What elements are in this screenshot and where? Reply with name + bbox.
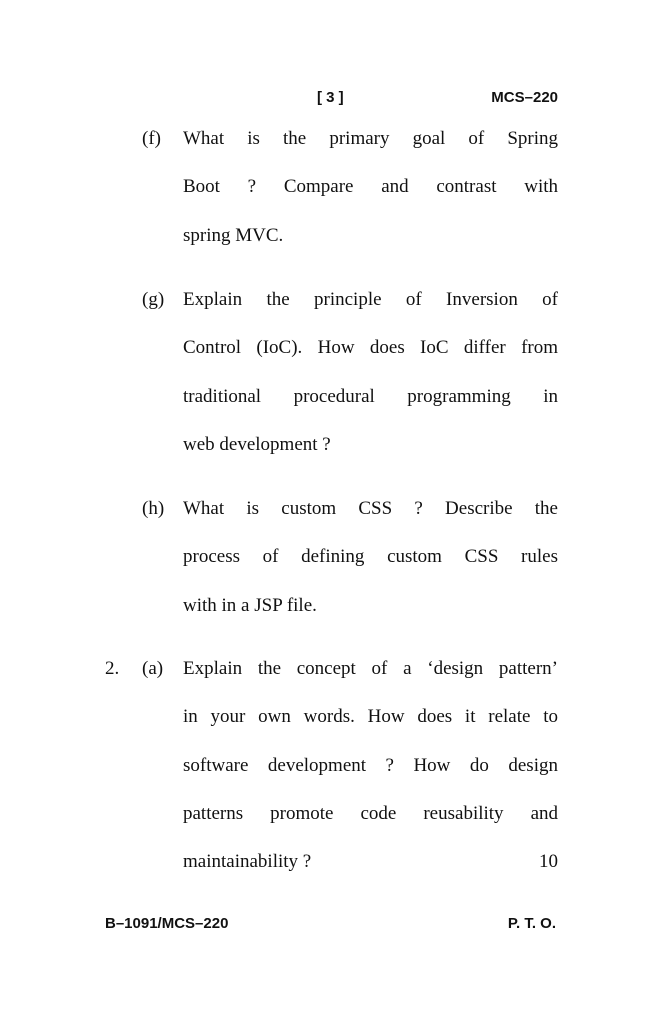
question-text: [183, 498, 558, 643]
question-line: spring MVC.: [183, 224, 284, 246]
question-line: What is custom CSS ? Describe the: [183, 498, 558, 519]
marks: 10: [539, 851, 558, 873]
question-text: [183, 658, 558, 899]
pto-label: P. T. O.: [507, 915, 556, 932]
question-line: software development ? How do design: [183, 754, 558, 776]
question-line: patterns promote code reusability and: [183, 802, 558, 824]
question-line: Explain the principle of Inversion of: [183, 289, 558, 310]
paper-code-header: MCS–220: [491, 89, 558, 106]
booklet-code-footer: B–1091/MCS–220: [105, 915, 229, 932]
question-line: Control (IoC). How does IoC differ from: [183, 337, 558, 359]
page-number: [ 3 ]: [317, 89, 344, 106]
question-label: (a): [142, 658, 164, 679]
question-line: web development ?: [183, 433, 331, 455]
question-label: (g): [142, 289, 165, 310]
question-number: 2.: [105, 658, 120, 679]
question-line: What is the primary goal of Spring: [183, 128, 558, 149]
question-text: [183, 289, 558, 482]
question-line: traditional procedural programming in: [183, 385, 558, 407]
question-label: (h): [142, 498, 165, 519]
question-text: [183, 128, 558, 273]
question-line-text: maintainability ?: [183, 851, 312, 873]
question-line-last: [183, 851, 558, 899]
question-line: Explain the concept of a ‘design pattern’: [183, 658, 558, 679]
question-label: (f): [142, 128, 161, 149]
question-line: in your own words. How does it relate to: [183, 706, 558, 728]
question-line: with in a JSP file.: [183, 594, 317, 616]
question-line: Boot ? Compare and contrast with: [183, 176, 558, 198]
question-line: process of defining custom CSS rules: [183, 546, 558, 568]
